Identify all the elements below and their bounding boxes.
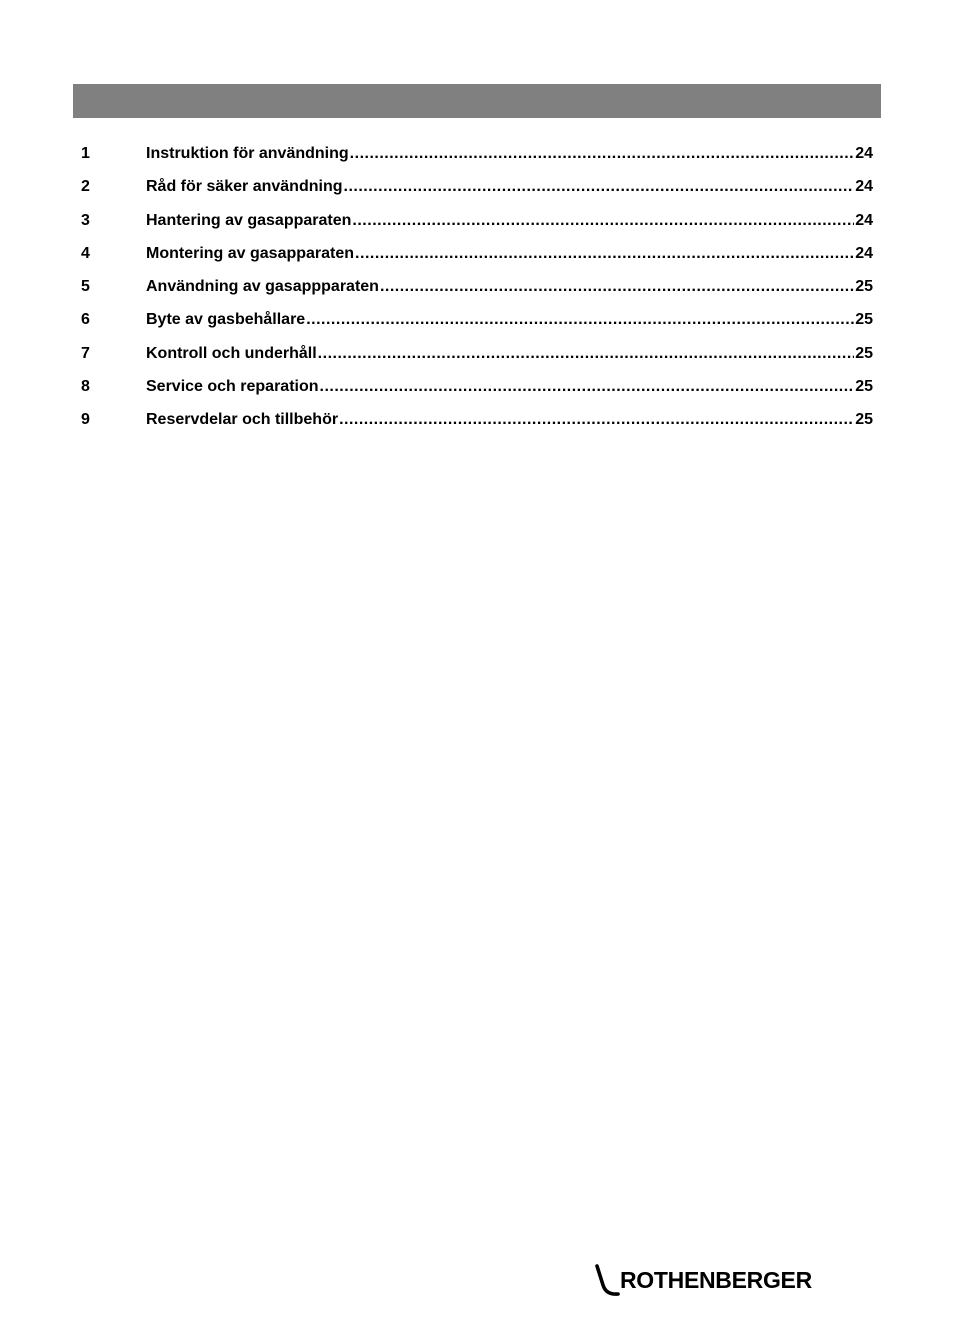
toc-entry-page: 25 — [855, 311, 873, 329]
toc-entry-page: 25 — [855, 378, 873, 396]
toc-entry-page: 24 — [855, 178, 873, 196]
toc-entry-title: Reservdelar och tillbehör — [146, 411, 339, 429]
toc-entry-title: Råd för säker användning — [146, 178, 343, 196]
toc-entry-2[interactable] — [81, 176, 873, 209]
toc-entry-4[interactable] — [81, 243, 873, 276]
logo-wordmark: ROTHENBERGER — [620, 1266, 812, 1293]
toc-entry-5[interactable] — [81, 276, 873, 309]
toc-entry-number: 2 — [81, 178, 90, 196]
header-bar — [73, 84, 881, 118]
toc-entry-title: Montering av gasapparaten — [146, 244, 355, 262]
toc-leader-dots — [344, 176, 855, 198]
toc-entry-title: Hantering av gasapparaten — [146, 211, 352, 229]
toc-entry-number: 8 — [81, 378, 90, 396]
rothenberger-logo — [594, 1262, 812, 1298]
toc-leader-dots — [318, 343, 855, 365]
toc-entry-title: Instruktion för användning — [146, 145, 349, 162]
toc-entry-number: 6 — [81, 311, 90, 329]
toc-leader-dots — [355, 243, 854, 265]
table-of-contents — [81, 143, 873, 443]
toc-entry-number: 4 — [81, 244, 90, 262]
toc-entry-page: 25 — [855, 411, 873, 429]
toc-entry-number: 9 — [81, 411, 90, 429]
toc-entry-7[interactable] — [81, 343, 873, 376]
toc-entry-title: Kontroll och underhåll — [146, 344, 317, 362]
toc-entry-9[interactable] — [81, 409, 873, 442]
toc-entry-number: 1 — [81, 145, 90, 162]
toc-entry-number: 5 — [81, 278, 90, 296]
toc-entry-page: 25 — [855, 344, 873, 362]
toc-entry-page: 24 — [855, 145, 873, 162]
toc-entry-8[interactable] — [81, 376, 873, 409]
toc-entry-page: 24 — [855, 211, 873, 229]
toc-leader-dots — [352, 210, 854, 232]
toc-entry-title: Byte av gasbehållare — [146, 311, 306, 329]
toc-entry-number: 7 — [81, 344, 90, 362]
pipe-wrench-hook-icon — [594, 1262, 620, 1298]
toc-entry-title: Service och reparation — [146, 378, 319, 396]
toc-entry-3[interactable] — [81, 210, 873, 243]
toc-leader-dots — [320, 376, 855, 398]
toc-entry-page: 24 — [855, 244, 873, 262]
toc-entry-number: 3 — [81, 211, 90, 229]
toc-entry-6[interactable] — [81, 309, 873, 342]
toc-entry-title: Användning av gasappparaten — [146, 278, 379, 296]
toc-entry-1[interactable] — [81, 143, 873, 176]
toc-leader-dots — [350, 143, 855, 165]
toc-entry-page: 25 — [855, 278, 873, 296]
toc-leader-dots — [380, 276, 854, 298]
toc-leader-dots — [306, 309, 854, 331]
toc-leader-dots — [339, 409, 854, 431]
